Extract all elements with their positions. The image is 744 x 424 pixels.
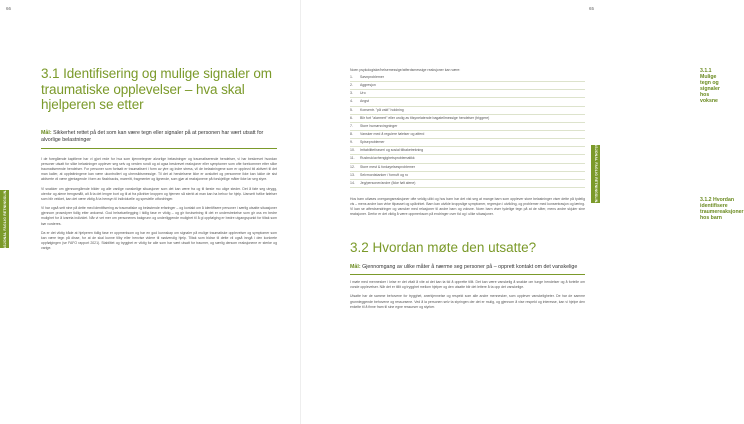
paragraph: I de foregående kapitlene har vi gjort rede for hva som kjennetegner alvorlige belastninger og traumatiserende hendelser, vi har beskrevet hvordan personer utsatt for slike belastninger opplever seg selv og verden rundt og at ogsa beskrevet reaksjoner eller symptomer som ofte forekommer etter slike traumatiserende hendelser. For personer som fortsatt er traumatisert i form av ytre og indre stress, vil de belastningene som er opplevd bli aktivert til det man kaller, at oppfattningene kan være ukontrollert og uhensiktsmessige. Til det at hendelsene ikke er avsluttet og personene ikke kan lukke de sist aktiverte vil være gjentagende i form av flashbacks, mareritt, fragmenter og lignende, som gjør at reaksjonene på forskjellige måter ikke lar seg styre. <box>41 157 277 182</box>
paragraph: I møte med mennesker i krise er det vitalt å vite at det kan ta tid å opprette tillit. Det kan være vanskelig å snakke om tunge hendelser og å fortelle om vonde opplevelser. Når det er tillit og trygghet mellom hjelper og den utsatte blir det lettere å ta opp det vanskelige. <box>350 279 585 289</box>
list-item: 5. Konsentr. "på vakt" holdning <box>350 107 585 115</box>
page-number: 65 <box>588 6 594 11</box>
goal-label: Mål: <box>350 263 361 270</box>
goal-text: Gjennomgang av ulike måter å nærme seg personer på – opprett kontakt om det vanskelige <box>362 263 578 270</box>
list-intro: Noen psykologiske/helsemessige/atferdsmessige reaksjoner kan være: <box>350 68 461 72</box>
paragraph: Vi snakker om gjennomgående bilder og alle vanlige vanskelige situasjoner som det kan være fra og til første mo ulige steder. Det å føle seg utrygg, utenfor og alene trengsmålt, alt å ta det lengre bort og til at fra påvirker kroppen og hjernen så sterkt at man kan ha behov for hjelp. Uansett hvilke følelser som blir vekket, kan det være viktig å ta hensyn til individuelle og spesielle utfordringer. <box>41 186 277 201</box>
paragraph: Vi har også sett nine på dette med identifisering av traumatiske og belastende erfaringer – og kontakt om å identifisere personer i særlig utsatte situasjoner gjennom prosedyrer tidlig etter ankomst. God helsekartlegging i tidlig fase er viktig – og gir forutsetning til det er understrekelse som gir oss en bedre mulighet for å ivareta individet. Når vi vet mer om personenes bakgrunn og underliggende mulighet til å gi oppfølging er bedre utgangspunkt for tiltak som bør vurderes. <box>41 206 277 226</box>
list-item: 2. Aggresjon <box>350 82 585 90</box>
list-item: 9. Spiseproblemer <box>350 139 585 147</box>
list-item: 14. Jeg/personer/andre (Ikke følt alene) <box>350 180 585 188</box>
page-number: 66 <box>6 6 12 11</box>
list-item: 12. Store mest & fordøyelsesproblemer <box>350 164 585 172</box>
list-item: 3. Uro <box>350 90 585 98</box>
list-item: 1. Søvnproblemer <box>350 74 585 82</box>
side-tab-label: NASJONAL FAGLIG RETNINGSLINJE <box>593 140 598 208</box>
list-item: 11. Rusbruk/avhengighetsproblematikk <box>350 155 585 163</box>
body-text: Hos barn utløses overgangsreaksjoner ofte veldig ulikt og hos barn har det vist seg at mange barn som opplever store belastninger viser dette på tydelig vis – mens andre kan virke tilpasset og upåvirket. Barn kan utvikle kroppslige symptomer, regresjon i utvikling, og problemer med konsentrasjon og læring. Vi kan se atferdsendringer og vansker med relasjoner til andre barn og voksne. Noen barn viser tydelige tegn på at de sliter, mens andre skjuler sine reaksjoner. Derfor er det viktig å være oppmerksom på endringer over tid og i ulike situasjoner. <box>350 197 585 217</box>
goal-statement <box>350 264 585 271</box>
list-item: 13. Selvmordstanker / fornuft og ro <box>350 172 585 180</box>
body-text <box>41 157 277 256</box>
section-3-1-2 <box>350 197 744 221</box>
side-tab-label: NASJONAL FAGLIG RETNINGSLINJE <box>2 185 7 253</box>
goal-label: Mål: <box>41 130 52 136</box>
side-tab <box>591 140 600 208</box>
paragraph: Da er det viktig både at hjelperen tidlig fase er oppmerksom og har en god kunnskap om signaler på mulige traumatiske opplevelser og symptomer som kan være tegn på disse, for at de skal kunne tilby eller henvise videre til nødvendig hjelp. Tiltak som bidrar til dette vil også inngå i den konkrete oppfølgingen (se FAFO rapport 2021). Stabilitet og trygghet er viktig for alle som har vært utsatt for traumer, og særlig dersom reaksjonene er sterke og varige. <box>41 231 277 251</box>
subsection-heading: 3.1.1 Mulige tegn og signaler hos voksne <box>700 68 720 104</box>
list-item: 7. Store humørsvingninger <box>350 123 585 131</box>
side-tab <box>0 185 9 253</box>
section-heading: 3.2 Hvordan møte den utsatte? <box>350 240 537 255</box>
goal-text: Sikkerhet rettet på det som kan være tegn eller signaler på at personen har vært utsatt for alvorlige belastninger <box>41 130 264 143</box>
goal-statement <box>41 130 277 144</box>
right-page <box>300 0 744 424</box>
divider <box>41 148 277 149</box>
list-item: 10. Irritabilitet/raseri og sosial tilbaketrekning <box>350 147 585 155</box>
reaction-list <box>350 74 585 188</box>
list-item: 6. Blir fort "alarmert" eller urolig av tilsynelatende bagatellmessige hendelser (triggere) <box>350 115 585 123</box>
paragraph: Utsatte har de samme behovene for trygghet, anerkjennelse og respekt som alle andre mennesker, som opplever vanskeligheter. De har de samme grunnleggende behovene og ressursene. Ved å la personen selv ta styringen der det er mulig, og gjennom å vise respekt og interesse, kan vi hjelpe den enkelte til å finne fram til sine egne ressurser og styrker. <box>350 294 585 309</box>
left-page <box>0 0 300 424</box>
list-item: 8. Vansker med å regulere følelser og atferd <box>350 131 585 139</box>
divider <box>350 274 585 275</box>
subsection-heading: 3.1.2 Hvordan identifisere traumereaksjoner hos barn <box>700 197 744 221</box>
section-3-2 <box>350 240 585 314</box>
list-item: 4. Angst <box>350 98 585 106</box>
section-heading: 3.1 Identifisering og mulige signaler om traumatiske opplevelser – hva skal hjelperen se etter <box>41 66 272 112</box>
body-text <box>350 280 585 310</box>
